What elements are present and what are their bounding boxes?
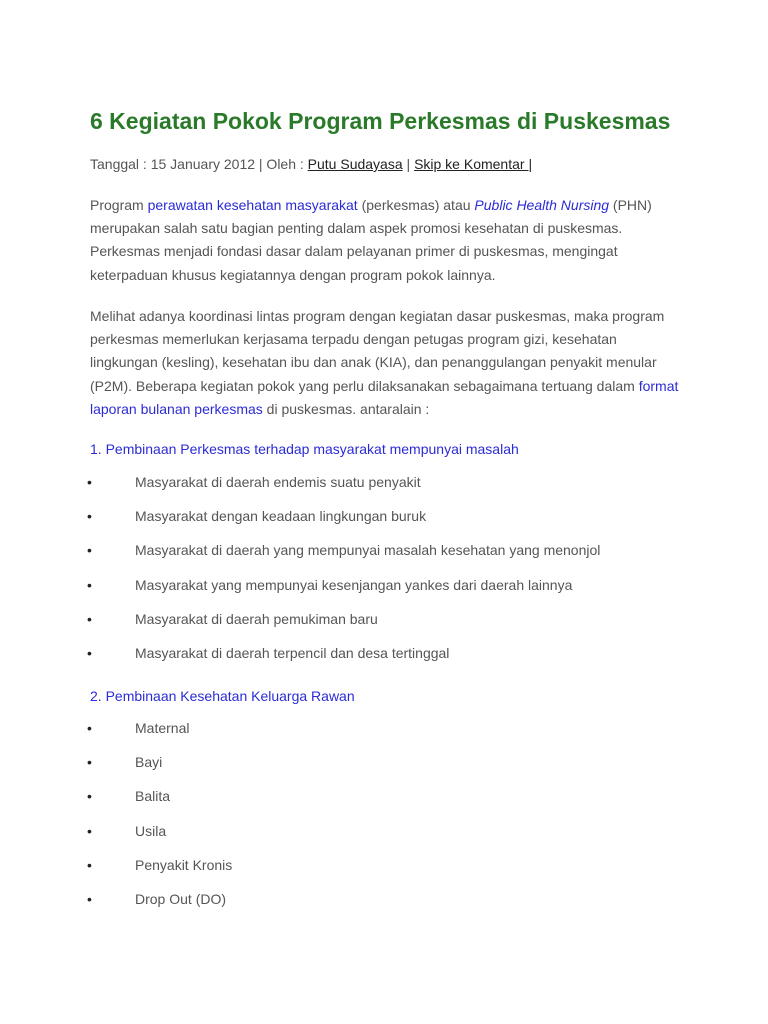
bullet-icon: •	[87, 610, 92, 627]
list-item-text: Penyakit Kronis	[135, 856, 233, 873]
monthly-report-format-link[interactable]: format laporan bulanan perkesmas	[90, 377, 679, 417]
bullet-icon: •	[87, 720, 92, 736]
list-item	[0, 542, 768, 576]
article-title: 6 Kegiatan Pokok Program Perkesmas di Puskesmas	[90, 108, 671, 134]
date-author-prefix: Tanggal : 15 January 2012 | Oleh :	[90, 156, 308, 172]
list-item-text: Bayi	[135, 754, 163, 771]
list-item-text: Masyarakat di daerah endemis suatu penyakit	[135, 474, 421, 490]
list-item	[0, 891, 768, 925]
bullet-icon: •	[87, 474, 92, 490]
list-item-text: Masyarakat dengan keadaan lingkungan buruk	[135, 508, 427, 525]
bullet-icon: •	[87, 644, 92, 661]
coordination-paragraph	[90, 305, 680, 421]
perkesmas-link[interactable]: perawatan kesehatan masyarakat	[147, 197, 358, 213]
public-health-nursing-link[interactable]: Public Health Nursing	[474, 197, 610, 213]
bullet-icon: •	[87, 856, 92, 873]
section-2-list	[0, 720, 768, 925]
bullet-icon: •	[87, 788, 92, 805]
list-item-text: Maternal	[135, 720, 190, 736]
list-item	[0, 720, 768, 754]
section-1-list	[0, 474, 768, 679]
section-heading-2: 2. Pembinaan Kesehatan Keluarga Rawan	[90, 688, 355, 704]
list-item-text: Masyarakat di daerah pemukiman baru	[135, 610, 378, 627]
intro-text-1: Program	[90, 197, 148, 213]
intro-paragraph	[90, 194, 680, 287]
coordination-text-2: di puskesmas. antaralain :	[262, 400, 430, 417]
bullet-icon: •	[87, 508, 92, 525]
bullet-icon: •	[87, 754, 92, 771]
list-item	[0, 645, 768, 679]
section-heading-1: 1. Pembinaan Perkesmas terhadap masyarakat mempunyai masalah	[90, 441, 519, 457]
bullet-icon: •	[87, 822, 92, 839]
coordination-text-1: Melihat adanya koordinasi lintas program dengan kegiatan dasar puskesmas, maka program perkesmas memerlukan kerjasama terpadu dengan petugas program gizi, kesehatan lingkungan (kesling), kesehatan ibu dan anak (KIA), dan penanggulangan penyakit menular (P2M). Beberapa kegiatan pokok yang perlu dilaksanakan sebagaimana tertuang dalam	[90, 308, 665, 394]
bullet-icon: •	[87, 890, 92, 907]
list-item	[0, 857, 768, 891]
list-item-text: Usila	[135, 822, 167, 839]
list-item-text: Drop Out (DO)	[135, 890, 227, 907]
list-item	[0, 577, 768, 611]
meta-separator: |	[402, 156, 415, 172]
bullet-icon: •	[87, 576, 92, 593]
list-item	[0, 508, 768, 542]
author-link[interactable]: Putu Sudayasa	[307, 156, 403, 172]
list-item-text: Balita	[135, 788, 171, 805]
list-item	[0, 611, 768, 645]
bullet-icon: •	[87, 542, 92, 559]
intro-text-3: (PHN) merupakan salah satu bagian penting dalam aspek promosi kesehatan di puskesmas. Perkesmas menjadi fondasi dasar dalam pelayanan primer di puskesmas, mengingat keterpaduan khusus kegiatannya dengan program pokok lainnya.	[90, 197, 652, 283]
list-item	[0, 823, 768, 857]
list-item-text: Masyarakat di daerah terpencil dan desa tertinggal	[135, 644, 450, 661]
skip-to-comments-link[interactable]: Skip ke Komentar |	[414, 156, 533, 172]
intro-text-2: (perkesmas) atau	[357, 197, 475, 213]
article-meta	[90, 156, 532, 172]
list-item	[0, 474, 768, 508]
list-item-text: Masyarakat di daerah yang mempunyai masalah kesehatan yang menonjol	[135, 542, 601, 559]
list-item-text: Masyarakat yang mempunyai kesenjangan yankes dari daerah lainnya	[135, 576, 573, 593]
list-item	[0, 788, 768, 822]
list-item	[0, 754, 768, 788]
